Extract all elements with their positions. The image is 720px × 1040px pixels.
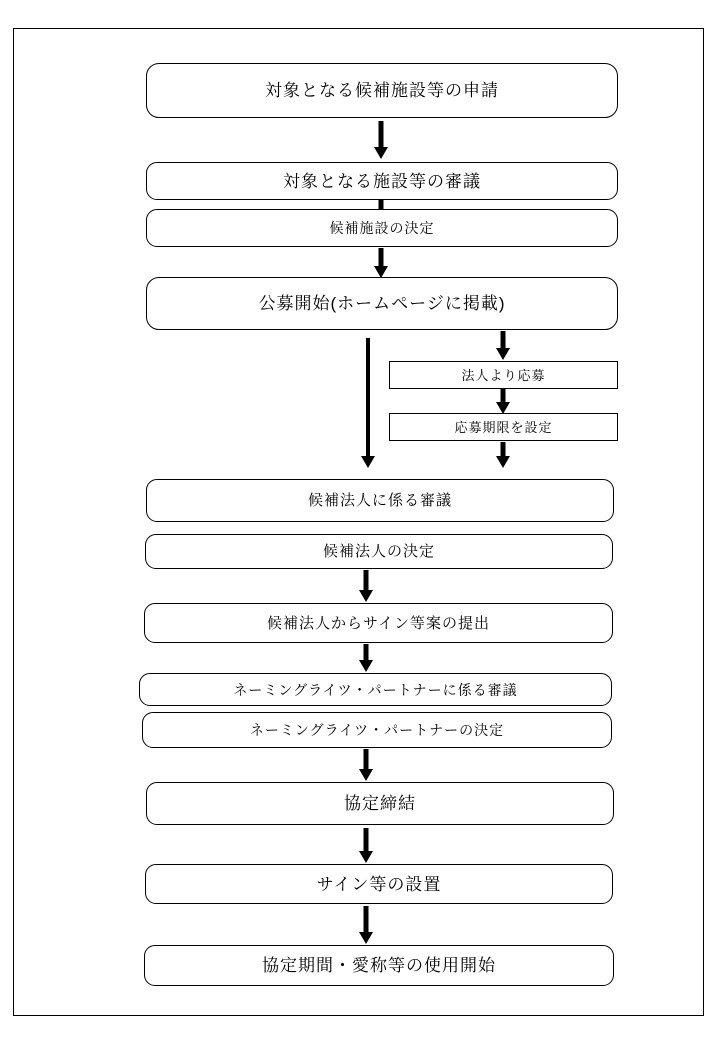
arrow-shaft <box>379 248 384 267</box>
node-naming-rights-partner-review <box>139 673 612 706</box>
arrow-head-icon <box>496 348 510 360</box>
down-arrow <box>358 828 374 863</box>
node-label: 対象となる施設等の審議 <box>283 171 481 191</box>
node-sign-installation <box>145 864 613 904</box>
arrow-head-icon <box>359 660 373 672</box>
node-label: 公募開始(ホームページに掲載) <box>258 294 506 313</box>
down-arrow <box>495 389 511 414</box>
down-arrow <box>358 570 374 602</box>
long-down-arrow <box>360 338 376 468</box>
down-arrow <box>358 749 374 781</box>
down-arrow <box>495 442 511 468</box>
node-public-offering-start <box>146 277 618 330</box>
node-label: 候補法人からサイン等案の提出 <box>267 614 490 632</box>
down-arrow <box>358 644 374 672</box>
down-arrow <box>495 331 511 360</box>
node-naming-rights-partner-decision <box>142 712 612 748</box>
arrow-shaft <box>364 644 369 661</box>
node-label: 候補法人の決定 <box>322 543 435 560</box>
arrow-shaft <box>364 906 369 933</box>
node-label: 応募期限を設定 <box>454 419 553 435</box>
node-label: ネーミングライツ・パートナーに係る審議 <box>233 681 518 698</box>
node-facility-review <box>146 162 618 200</box>
down-arrow <box>373 121 389 159</box>
arrow-head-icon <box>496 456 510 468</box>
node-label: 協定期間・愛称等の使用開始 <box>262 956 496 975</box>
arrow-head-icon <box>359 769 373 781</box>
node-usage-start <box>144 945 614 986</box>
arrow-shaft <box>364 828 369 852</box>
node-candidate-facility-decision <box>146 209 618 247</box>
node-label: 法人より応募 <box>461 367 546 383</box>
arrow-head-icon <box>359 932 373 944</box>
down-arrow <box>373 248 389 278</box>
node-label: サイン等の設置 <box>316 874 442 894</box>
arrow-head-icon <box>361 456 375 468</box>
node-agreement-conclusion <box>146 782 614 825</box>
node-application-deadline <box>389 413 618 441</box>
node-candidate-facility-application <box>146 63 618 118</box>
node-corporation-application <box>389 361 618 389</box>
node-sign-draft-submission <box>144 603 613 643</box>
node-label: 候補法人に係る審議 <box>307 492 452 509</box>
arrow-shaft <box>501 331 506 349</box>
arrow-shaft <box>379 121 384 148</box>
node-label: 協定締結 <box>344 794 416 813</box>
down-arrow <box>358 906 374 944</box>
node-label: 候補施設の決定 <box>329 220 435 236</box>
node-candidate-corporation-decision <box>145 534 613 569</box>
arrow-shaft <box>366 338 370 457</box>
arrow-shaft <box>501 389 506 403</box>
arrow-head-icon <box>374 147 388 159</box>
node-label: 対象となる候補施設等の申請 <box>265 81 499 100</box>
node-candidate-corporation-review <box>146 479 614 522</box>
arrow-head-icon <box>359 851 373 863</box>
arrow-head-icon <box>359 590 373 602</box>
arrow-shaft <box>364 570 369 591</box>
arrow-shaft <box>364 749 369 770</box>
arrow-shaft <box>501 442 506 457</box>
node-label: ネーミングライツ・パートナーの決定 <box>249 722 505 738</box>
